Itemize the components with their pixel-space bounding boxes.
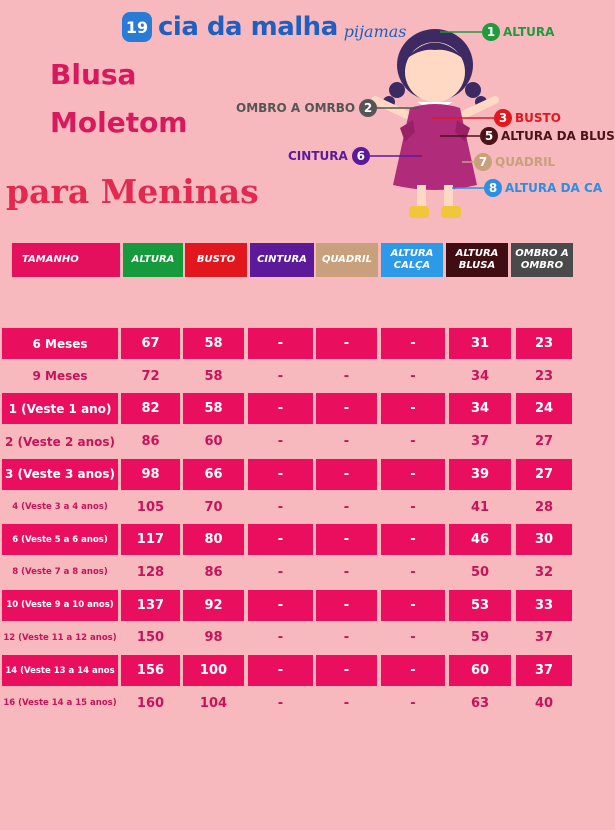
value-cell: 67 xyxy=(121,328,180,359)
label-quadril-text: QUADRIL xyxy=(495,155,556,169)
value-cell: 60 xyxy=(204,434,223,450)
value-cell: 37 xyxy=(470,434,490,450)
table-row xyxy=(0,590,600,621)
value-cell: 30 xyxy=(516,524,572,555)
label-cintura-num: 6 xyxy=(352,147,370,165)
value-cell: - xyxy=(410,630,416,646)
value-cell: - xyxy=(248,524,313,555)
value-cell: - xyxy=(343,434,350,450)
table-row xyxy=(0,622,600,653)
value-cell: 72 xyxy=(141,368,160,384)
value-cell: 28 xyxy=(534,499,554,515)
value-cell: 92 xyxy=(183,590,244,621)
value-cell: - xyxy=(343,499,350,515)
brand-name: cia da malha xyxy=(158,12,338,42)
value-cell: - xyxy=(277,695,284,711)
value-cell: 59 xyxy=(470,630,490,646)
table-row xyxy=(0,688,600,719)
header-altura: ALTURA xyxy=(123,243,183,277)
value-cell: - xyxy=(343,564,350,580)
value-cell: - xyxy=(277,564,284,580)
size-cell: 8 (Veste 7 a 8 anos) xyxy=(12,567,108,578)
value-cell: - xyxy=(343,695,350,711)
table-row xyxy=(0,655,600,686)
value-cell: - xyxy=(316,590,377,621)
value-cell: - xyxy=(316,393,377,424)
value-cell: - xyxy=(381,328,445,359)
size-cell: 9 Meses xyxy=(32,369,88,384)
value-cell: 58 xyxy=(204,368,223,384)
value-cell: 33 xyxy=(516,590,572,621)
size-cell: 6 (Veste 5 a 6 anos) xyxy=(2,524,118,555)
value-cell: 104 xyxy=(199,695,228,711)
label-cintura-text: CINTURA xyxy=(288,149,348,163)
value-cell: 23 xyxy=(534,368,554,384)
value-cell: 156 xyxy=(121,655,180,686)
brand-logo-icon: 19 xyxy=(122,12,152,42)
value-cell: 86 xyxy=(141,434,160,450)
value-cell: - xyxy=(248,393,313,424)
table-row xyxy=(0,426,600,457)
value-cell: - xyxy=(277,630,284,646)
value-cell: - xyxy=(381,524,445,555)
value-cell: - xyxy=(410,368,416,384)
value-cell: - xyxy=(277,434,284,450)
value-cell: 32 xyxy=(534,564,554,580)
value-cell: 160 xyxy=(136,695,165,711)
label-ombro-num: 2 xyxy=(359,99,377,117)
value-cell: - xyxy=(381,590,445,621)
value-cell: 117 xyxy=(121,524,180,555)
value-cell: - xyxy=(277,499,284,515)
header-altura-blusa: ALTURA BLUSA xyxy=(446,243,508,277)
value-cell: 66 xyxy=(183,459,244,490)
value-cell: 63 xyxy=(470,695,490,711)
size-cell: 1 (Veste 1 ano) xyxy=(2,393,118,424)
header-quadril: QUADRIL xyxy=(316,243,378,277)
value-cell: - xyxy=(410,695,416,711)
label-cintura xyxy=(288,147,370,165)
value-cell: 31 xyxy=(449,328,511,359)
label-ombro-text: OMBRO A OMRBO xyxy=(236,101,356,115)
size-cell: 2 (Veste 2 anos) xyxy=(4,434,115,449)
table-row xyxy=(0,492,600,523)
header-ombro: OMBRO A OMBRO xyxy=(511,243,573,277)
label-altura-calca-text: ALTURA DA CA xyxy=(505,181,603,195)
header-busto: BUSTO xyxy=(185,243,247,277)
header-tamanho: TAMANHO xyxy=(12,243,120,277)
value-cell: - xyxy=(248,459,313,490)
value-cell: - xyxy=(381,655,445,686)
title-line-3: para Meninas xyxy=(6,172,259,211)
label-altura-calca-num: 8 xyxy=(484,179,502,197)
value-cell: - xyxy=(248,328,313,359)
value-cell: 70 xyxy=(204,499,223,515)
label-altura-blusa-num: 5 xyxy=(480,127,498,145)
value-cell: 27 xyxy=(534,434,554,450)
value-cell: 24 xyxy=(516,393,572,424)
value-cell: 37 xyxy=(516,655,572,686)
value-cell: - xyxy=(316,328,377,359)
value-cell: 58 xyxy=(183,393,244,424)
value-cell: 100 xyxy=(183,655,244,686)
value-cell: 50 xyxy=(470,564,490,580)
label-altura-num: 1 xyxy=(482,23,500,41)
value-cell: - xyxy=(381,459,445,490)
label-altura-text: ALTURA xyxy=(503,25,555,39)
value-cell: 46 xyxy=(449,524,511,555)
label-altura-blusa xyxy=(480,127,615,145)
value-cell: - xyxy=(316,459,377,490)
value-cell: 34 xyxy=(449,393,511,424)
value-cell: 60 xyxy=(449,655,511,686)
value-cell: 41 xyxy=(470,499,490,515)
value-cell: - xyxy=(277,368,284,384)
value-cell: 82 xyxy=(121,393,180,424)
value-cell: - xyxy=(248,655,313,686)
table-row xyxy=(0,459,600,490)
label-busto-text: BUSTO xyxy=(515,111,561,125)
header-cintura: CINTURA xyxy=(250,243,314,277)
value-cell: - xyxy=(248,590,313,621)
table-row xyxy=(0,328,600,359)
label-altura-calca xyxy=(484,179,602,197)
size-cell: 4 (Veste 3 a 4 anos) xyxy=(12,502,108,512)
value-cell: 98 xyxy=(204,630,223,646)
label-quadril xyxy=(474,153,555,171)
label-busto xyxy=(494,109,561,127)
label-ombro xyxy=(236,99,377,117)
title-line-1: Blusa xyxy=(50,58,137,91)
value-cell: 86 xyxy=(204,564,223,580)
value-cell: 40 xyxy=(534,695,554,711)
value-cell: - xyxy=(343,368,350,384)
value-cell: 58 xyxy=(183,328,244,359)
value-cell: 37 xyxy=(534,630,554,646)
value-cell: 128 xyxy=(136,564,165,580)
value-cell: 27 xyxy=(516,459,572,490)
size-cell: 3 (Veste 3 anos) xyxy=(2,459,118,490)
value-cell: - xyxy=(316,655,377,686)
value-cell: 53 xyxy=(449,590,511,621)
table-row xyxy=(0,361,600,392)
size-cell: 10 (Veste 9 a 10 anos) xyxy=(2,590,118,621)
value-cell: - xyxy=(410,499,416,515)
value-cell: - xyxy=(343,630,350,646)
table-row xyxy=(0,557,600,588)
value-cell: 39 xyxy=(449,459,511,490)
value-cell: - xyxy=(316,524,377,555)
size-cell: 14 (Veste 13 a 14 anos xyxy=(2,655,118,686)
table-row xyxy=(0,524,600,555)
title-line-2: Moletom xyxy=(50,106,188,139)
brand-sub: pijamas xyxy=(343,21,407,41)
value-cell: - xyxy=(410,434,416,450)
size-cell: 6 Meses xyxy=(2,328,118,359)
label-busto-num: 3 xyxy=(494,109,512,127)
value-cell: - xyxy=(381,393,445,424)
value-cell: 150 xyxy=(136,630,165,646)
value-cell: 80 xyxy=(183,524,244,555)
value-cell: 34 xyxy=(470,368,490,384)
size-cell: 12 (Veste 11 a 12 anos) xyxy=(3,632,117,643)
size-cell: 16 (Veste 14 a 15 anos) xyxy=(3,698,117,709)
label-altura xyxy=(482,23,554,41)
value-cell: 137 xyxy=(121,590,180,621)
label-quadril-num: 7 xyxy=(474,153,492,171)
header-altura-calca: ALTURA CALÇA xyxy=(381,243,443,277)
value-cell: - xyxy=(410,564,416,580)
value-cell: 105 xyxy=(136,499,165,515)
value-cell: 98 xyxy=(121,459,180,490)
value-cell: 23 xyxy=(516,328,572,359)
table-row xyxy=(0,393,600,424)
label-altura-blusa-text: ALTURA DA BLUS xyxy=(501,129,615,143)
